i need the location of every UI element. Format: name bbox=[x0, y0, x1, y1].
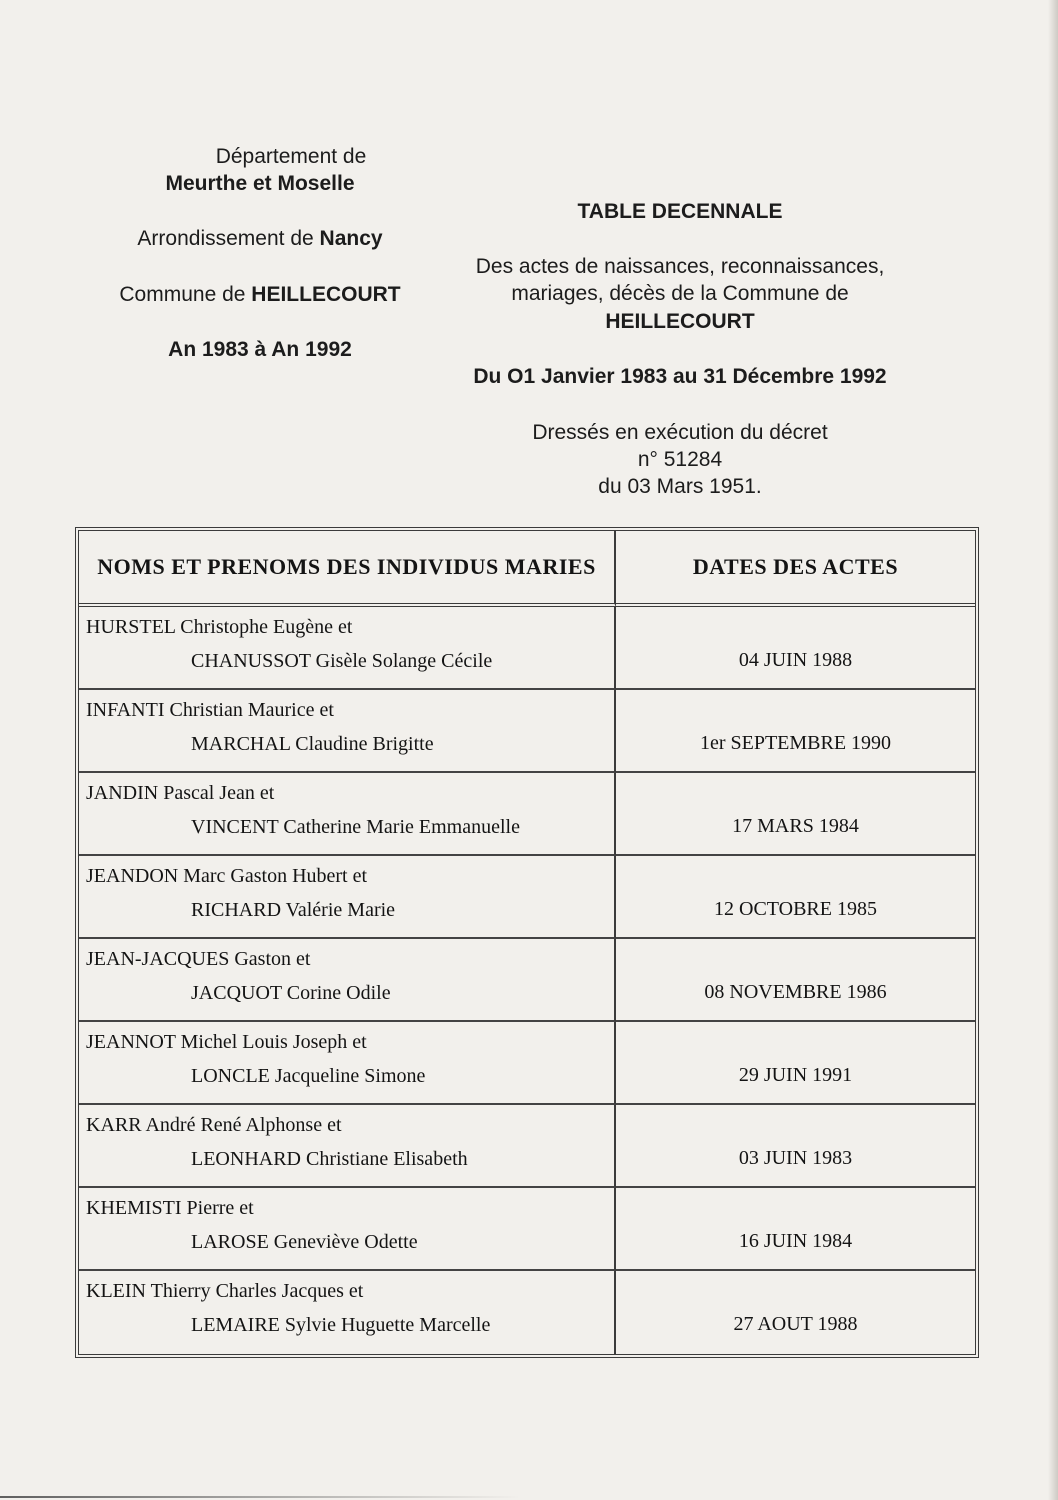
date-cell bbox=[616, 1022, 975, 1105]
scan-edge-shadow bbox=[1048, 0, 1058, 1500]
names-cell bbox=[79, 773, 616, 856]
table-row bbox=[79, 1022, 975, 1105]
decennial-table bbox=[75, 527, 979, 1358]
subtitle-commune: HEILLECOURT bbox=[605, 310, 755, 333]
date-cell bbox=[616, 607, 975, 690]
arrondissement-label: Arrondissement de bbox=[137, 227, 314, 250]
husband-name: JEANNOT Michel Louis Joseph et bbox=[86, 1031, 367, 1053]
table-row bbox=[79, 939, 975, 1022]
husband-name: INFANTI Christian Maurice et bbox=[86, 699, 334, 721]
husband-name: KLEIN Thierry Charles Jacques et bbox=[86, 1280, 364, 1302]
names-cell bbox=[79, 939, 616, 1022]
names-cell bbox=[79, 1271, 616, 1354]
years-range: An 1983 à An 1992 bbox=[168, 338, 352, 361]
date-cell bbox=[616, 856, 975, 939]
act-date: 29 JUIN 1991 bbox=[738, 1064, 853, 1086]
act-date: 17 MARS 1984 bbox=[732, 815, 859, 837]
period-line: Du O1 Janvier 1983 au 31 Décembre 1992 bbox=[473, 365, 887, 388]
column-header-dates: DATES DES ACTES bbox=[616, 531, 975, 607]
subtitle-line2: mariages, décès de la Commune de bbox=[511, 282, 849, 305]
names-cell bbox=[79, 690, 616, 773]
husband-name: JANDIN Pascal Jean et bbox=[86, 782, 275, 804]
names-cell bbox=[79, 856, 616, 939]
wife-name: LEONHARD Christiane Elisabeth bbox=[191, 1148, 468, 1170]
act-date: 16 JUIN 1984 bbox=[738, 1230, 853, 1252]
column-header-names: NOMS ET PRENOMS DES INDIVIDUS MARIES bbox=[79, 531, 616, 607]
wife-name: VINCENT Catherine Marie Emmanuelle bbox=[191, 816, 520, 838]
wife-name: LONCLE Jacqueline Simone bbox=[191, 1065, 426, 1087]
table-row bbox=[79, 856, 975, 939]
act-date: 12 OCTOBRE 1985 bbox=[714, 898, 877, 920]
table-header-row bbox=[79, 531, 975, 607]
husband-name: KARR André René Alphonse et bbox=[86, 1114, 342, 1136]
table-row bbox=[79, 1271, 975, 1354]
date-cell bbox=[616, 939, 975, 1022]
decree-line2: n° 51284 bbox=[637, 448, 723, 471]
act-date: 27 AOUT 1988 bbox=[733, 1313, 858, 1335]
names-cell bbox=[79, 1022, 616, 1105]
commune-name: HEILLECOURT bbox=[251, 283, 401, 306]
date-cell bbox=[616, 773, 975, 856]
date-cell bbox=[616, 1188, 975, 1271]
header-right-block bbox=[430, 200, 930, 499]
husband-name: HURSTEL Christophe Eugène et bbox=[86, 616, 353, 638]
wife-name: CHANUSSOT Gisèle Solange Cécile bbox=[191, 650, 493, 672]
wife-name: MARCHAL Claudine Brigitte bbox=[191, 733, 434, 755]
act-date: 04 JUIN 1988 bbox=[738, 649, 853, 671]
arrondissement-name: Nancy bbox=[319, 227, 383, 250]
names-cell bbox=[79, 1105, 616, 1188]
act-date: 1er SEPTEMBRE 1990 bbox=[699, 732, 892, 754]
table-row bbox=[79, 773, 975, 856]
date-cell bbox=[616, 690, 975, 773]
decree-line1: Dressés en exécution du décret bbox=[532, 421, 828, 444]
commune-label: Commune de bbox=[119, 283, 246, 306]
act-date: 08 NOVEMBRE 1986 bbox=[704, 981, 887, 1003]
table-row bbox=[79, 1188, 975, 1271]
wife-name: RICHARD Valérie Marie bbox=[191, 899, 396, 921]
act-date: 03 JUIN 1983 bbox=[738, 1147, 853, 1169]
table-row bbox=[79, 690, 975, 773]
decree-line3: du 03 Mars 1951. bbox=[598, 475, 762, 498]
scan-bottom-artifact bbox=[0, 1496, 520, 1498]
wife-name: LEMAIRE Sylvie Huguette Marcelle bbox=[191, 1314, 491, 1336]
departement-name: Meurthe et Moselle bbox=[165, 172, 355, 195]
document-title: TABLE DECENNALE bbox=[577, 200, 783, 223]
table-row bbox=[79, 607, 975, 690]
table-row bbox=[79, 1105, 975, 1188]
names-cell bbox=[79, 1188, 616, 1271]
names-cell bbox=[79, 607, 616, 690]
husband-name: JEANDON Marc Gaston Hubert et bbox=[86, 865, 368, 887]
husband-name: JEAN-JACQUES Gaston et bbox=[86, 948, 311, 970]
date-cell bbox=[616, 1105, 975, 1188]
departement-label: Département de bbox=[215, 145, 367, 168]
wife-name: JACQUOT Corine Odile bbox=[191, 982, 391, 1004]
subtitle-line1: Des actes de naissances, reconnaissances, bbox=[475, 255, 885, 278]
wife-name: LAROSE Geneviève Odette bbox=[191, 1231, 418, 1253]
husband-name: KHEMISTI Pierre et bbox=[86, 1197, 254, 1219]
date-cell bbox=[616, 1271, 975, 1354]
